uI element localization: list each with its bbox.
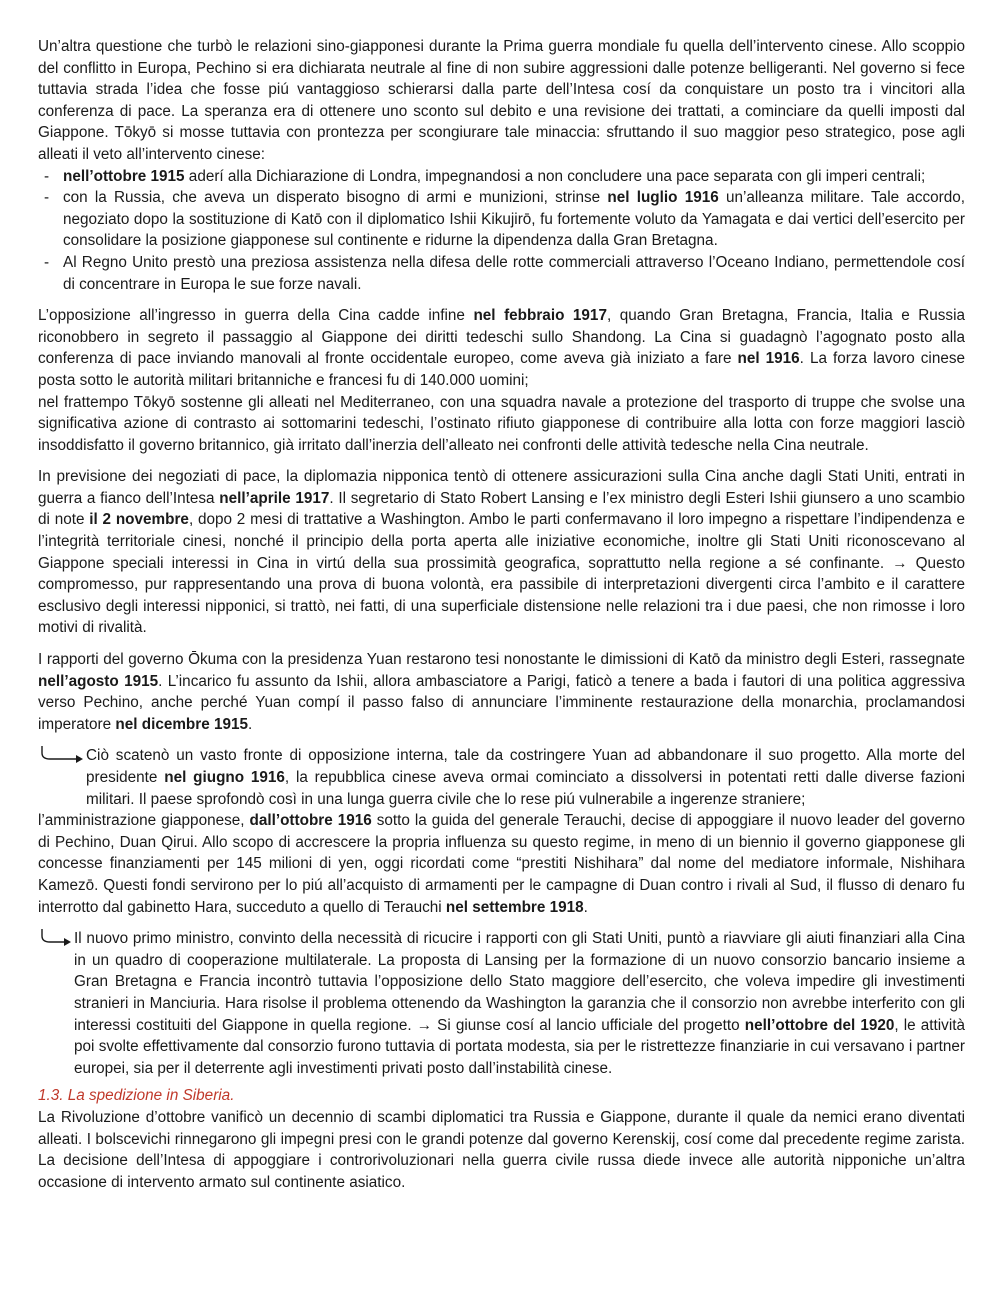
paragraph-hara: Il nuovo primo ministro, convinto della necessità di ricucire i rapporti con gli Stati Uniti, puntò a riavviare gli aiuti finanziari alla Cina in un quadro di cooperazione multilaterale. La proposta di Lansing per la formazione di un nuovo consorzio bancario insieme a Gran Bretagna e Francia incontrò tuttavia l’opposizione dello Stato maggiore dell’esercito, che voleva impedire gli investimenti stranieri in Manciuria. Hara risolse il problema ottenendo da Washington la garanzia che il consorzio non avrebbe interferito con gli interessi costituiti del Giappone in quella regione. → Si giunse cosí al lancio ufficiale del progetto nell’ottobre del 1920, le attività poi svolte effettivamente dal consorzio furono tuttavia di portata modesta, sia per le ristrettezze finanziarie in cui versavano i partner europei, sia per il deterrente agli investimenti privati posto dall’instabilità cinese.	[74, 930, 965, 1077]
continuation-block-hara	[38, 928, 965, 1079]
turn-arrow-icon	[38, 928, 72, 950]
list-item: - con la Russia, che aveva un disperato bisogno di armi e munizioni, strinse nel luglio 1916 un’alleanza militare. Tale accordo, negoziato dopo la sostituzione di Katō con il diplomatico Ishii Kikujirō, fu fortemente voluto da Yamagata e dai vertici dell’esercito per consolidare la posizione giapponese sul continente e ridurne la dipendenza dalla Gran Bretagna.	[38, 187, 965, 252]
paragraph-terauchi: l’amministrazione giapponese, dall’ottobre 1916 sotto la guida del generale Terauchi, decise di appoggiare il nuovo leader del governo di Pechino, Duan Qirui. Allo scopo di accrescere la propria influenza su questo regime, in meno di un biennio il governo giapponese gli concesse finanziamenti per 145 milioni di yen, oggi ricordati come “prestiti Nishihara” dal nome del mediatore informale, Nishihara Kamezō. Questi fondi servirono per lo piú all’acquisto di armamenti per le campagne di Duan contro i rivali al Sud, il flusso di denaro fu interrotto dal gabinetto Hara, succeduto a quello di Terauchi nel settembre 1918.	[38, 812, 965, 916]
section-heading: 1.3. La spedizione in Siberia.	[38, 1087, 235, 1105]
list-item: - Al Regno Unito prestò una preziosa assistenza nella difesa delle rotte commerciali attraverso l’Oceano Indiano, permettendole cosí di concentrare in Europa le sue forze navali.	[38, 252, 965, 295]
paragraph-lansing-ishii: In previsione dei negoziati di pace, la diplomazia nipponica tentò di ottenere assicurazioni sulla Cina anche dagli Stati Uniti, entrati in guerra a fianco dell’Intesa nell’aprile 1917. Il segretario di Stato Robert Lansing e l’ex ministro degli Esteri Ishii giunsero a uno scambio di note il 2 novembre, dopo 2 mesi di trattative a Washington. Ambo le parti confermavano il loro impegno a rispettare l’indipendenza e l’integrità territoriale cinesi, nonché il principio della porta aperta alle iniziative economiche, inoltre gli Stati Uniti riconoscevano al Giappone speciali interessi in Cina in virtú della sua prossimità geografica, soprattutto nella regione a sé confinante. → Questo compromesso, pur rappresentando una prova di buona volontà, era passibile di interpretazioni divergenti circa l’ambito e il carattere esclusivo degli interessi nipponici, si trattò, nei fatti, di una superficiale distensione nelle relazioni tra i due paesi, che non rimosse i loro motivi di rivalità.	[38, 468, 965, 637]
paragraph-mediterranean: nel frattempo Tōkyō sostenne gli alleati nel Mediterraneo, con una squadra navale a protezione del trasporto di truppe che svolse una significativa azione di contrasto ai sottomarini tedeschi, l’ostinato rifiuto giapponese di contribuire alla lotta con forze maggiori lasciò insoddisfatto il governo britannico, già irritato dall’inerzia dell’alleato nei confronti delle attività tedesche nella Cina neutrale.	[38, 393, 965, 454]
paragraph-china-entry: L’opposizione all’ingresso in guerra della Cina cadde infine nel febbraio 1917, quando Gran Bretagna, Francia, Italia e Russia riconobbero in segreto il passaggio al Giappone dei diritti tedeschi sullo Shandong. La Cina si guadagnò l’agognato posto alla conferenza di pace inviando manovali al fronte occidentale europeo, come aveva già iniziato a fare nel 1916. La forza lavoro cinese posta sotto le autorità militari britanniche e francesi fu di 140.000 uomini;	[38, 307, 965, 389]
continuation-block-opposition	[38, 745, 965, 810]
arrow-right-icon: →	[892, 554, 908, 572]
list-item: - nell’ottobre 1915 aderí alla Dichiarazione di Londra, impegnandosi a non concludere una pace separata con gli imperi centrali;	[38, 166, 965, 188]
veto-list	[38, 166, 965, 296]
turn-arrow-icon	[38, 745, 84, 767]
arrow-right-icon: →	[416, 1016, 433, 1034]
paragraph-siberia: La Rivoluzione d’ottobre vanificò un decennio di scambi diplomatici tra Russia e Giappone, durante il quale da nemici erano diventati alleati. I bolscevichi rinnegarono gli impegni presi con le grandi potenze dal governo Kerenskij, cosí come dal precedente regime zarista. La decisione dell’Intesa di appoggiare i controrivoluzionari nella guerra civile russa diede invece alle autorità nipponiche un’altra occasione di intervento armato sul continente asiatico.	[38, 1108, 965, 1191]
paragraph-yuan-opposition: Ciò scatenò un vasto fronte di opposizione interna, tale da costringere Yuan ad abbandonare il suo progetto. Alla morte del presidente nel giugno 1916, la repubblica cinese aveva ormai cominciato a dissolversi in potentati retti dalle diverse fazioni militari. Il paese sprofondò così in una lunga guerra civile che lo rese piú vulnerabile a ingerenze straniere;	[86, 747, 965, 808]
paragraph-okuma-yuan: I rapporti del governo Ōkuma con la presidenza Yuan restarono tesi nonostante le dimissioni di Katō da ministro degli Esteri, rassegnate nell’agosto 1915. L’incarico fu assunto da Ishii, allora ambasciatore a Parigi, faticò a tenere a bada i fautori di una politica aggressiva verso Pechino, anche perché Yuan compí il passo falso di annunciare l’imminente restaurazione della monarchia, proclamandosi imperatore nel dicembre 1915.	[38, 651, 965, 733]
paragraph-intro: Un’altra questione che turbò le relazioni sino-giapponesi durante la Prima guerra mondiale fu quella dell’intervento cinese. Allo scoppio del conflitto in Europa, Pechino si era dichiarata neutrale al fine di non subire aggressioni dalle potenze belligeranti. Nel governo si fece tuttavia strada l’idea che fosse piú vantaggioso schierarsi dalla parte dell’Intesa cosí da conquistare un posto tra i vincitori alla conferenza di pace. La speranza era di ottenere uno sconto sul debito e una revisione dei trattati, a cominciare da quelli imposti dal Giappone. Tōkyō si mosse tuttavia con prontezza per scongiurare tale minaccia: sfruttando il suo maggior peso strategico, pose agli alleati il veto all’intervento cinese:	[38, 38, 965, 163]
